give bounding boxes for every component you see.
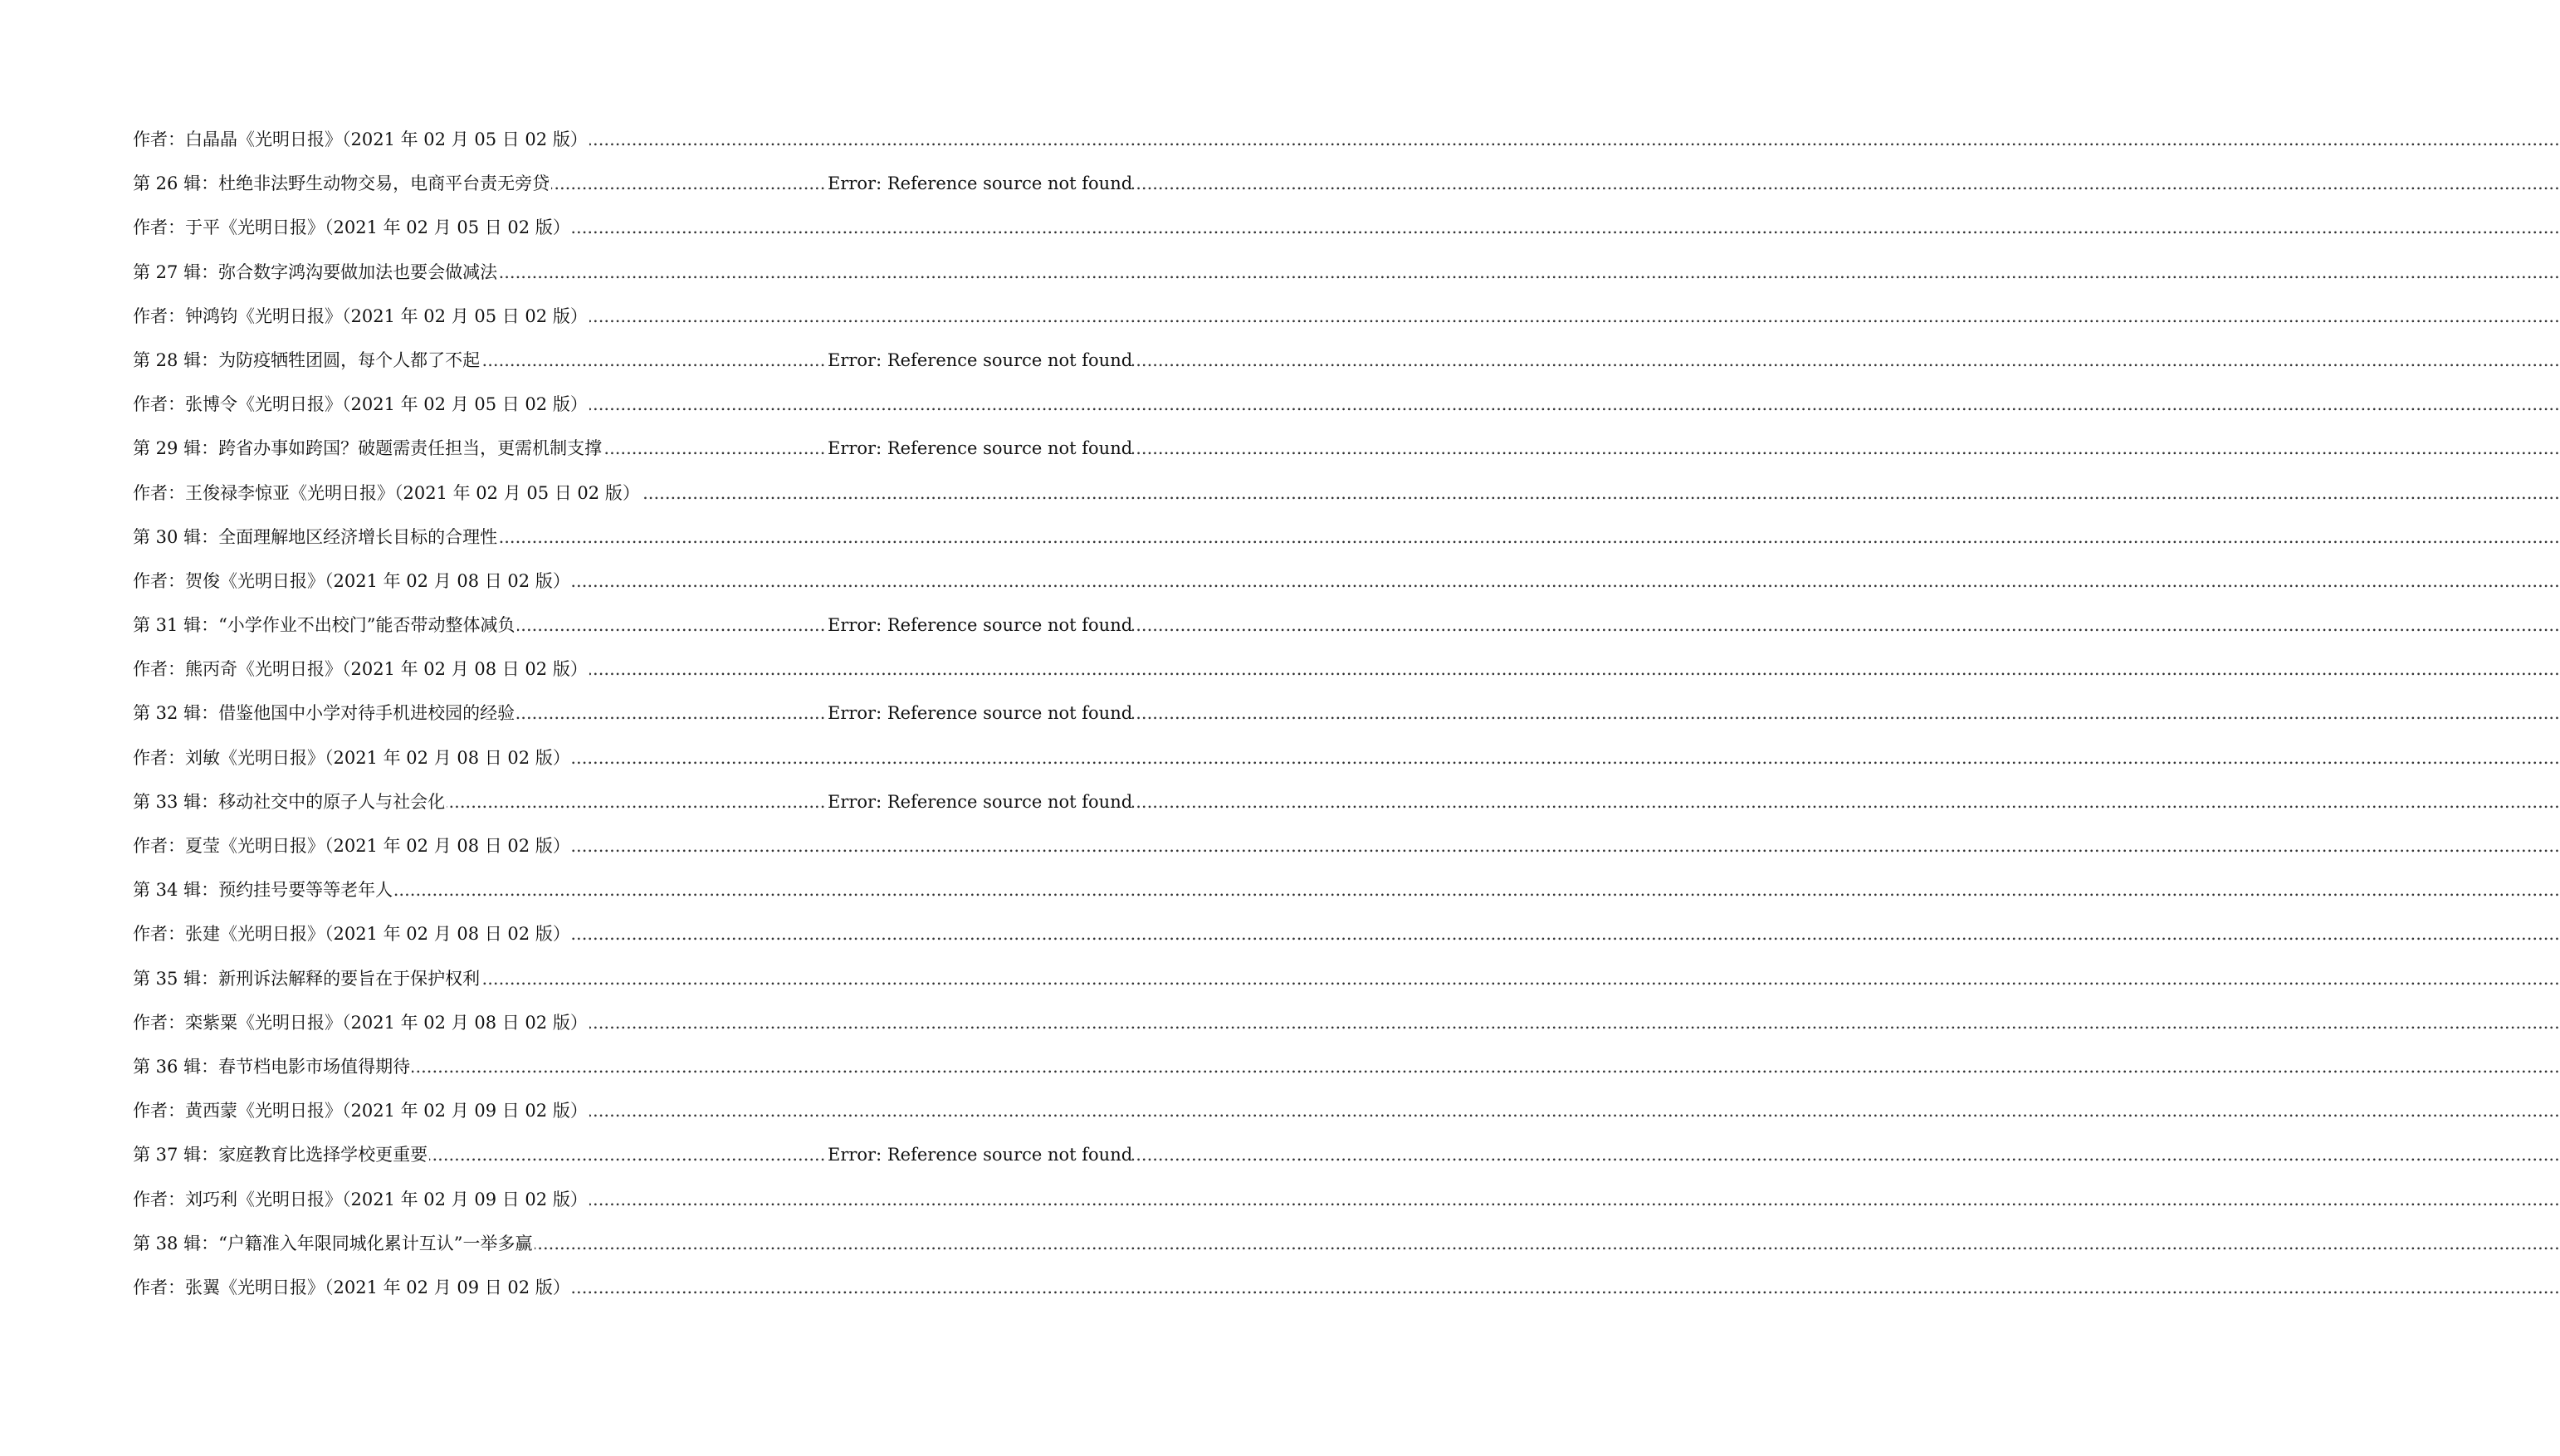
toc-entry-text: 第 30 辑：全面理解地区经济增长目标的合理性 bbox=[133, 526, 498, 547]
toc-entry-text: 第 38 辑：“户籍准入年限同城化累计互认”一举多赢 bbox=[133, 1233, 533, 1253]
toc-entry-author[interactable] bbox=[133, 747, 1029, 791]
toc-entry-author[interactable] bbox=[133, 1277, 1029, 1321]
reference-error-text: Error: Reference source not found bbox=[828, 173, 1133, 194]
reference-error-text: Error: Reference source not found bbox=[828, 349, 1133, 370]
toc-entry-text: 作者：刘巧利《光明日报》（2021 年 02 月 09 日 02 版） bbox=[133, 1189, 588, 1209]
toc-entry-text: 第 31 辑：“小学作业不出校门”能否带动整体减负 bbox=[133, 615, 515, 636]
toc-entry-author[interactable] bbox=[133, 570, 1029, 614]
toc-entry-issue[interactable] bbox=[133, 173, 1133, 217]
toc-entry-author[interactable] bbox=[133, 1189, 1029, 1233]
toc-entry-author[interactable] bbox=[133, 835, 1029, 879]
reference-error-text: Error: Reference source not found bbox=[828, 791, 1133, 812]
toc-entry-text: 作者：于平《光明日报》（2021 年 02 月 05 日 02 版） bbox=[133, 217, 570, 238]
toc-entry-issue[interactable] bbox=[133, 791, 1133, 835]
toc-entry-issue[interactable] bbox=[133, 1233, 1029, 1277]
toc-entry-issue[interactable] bbox=[133, 1056, 1029, 1100]
toc-entry-issue[interactable] bbox=[133, 349, 1133, 393]
reference-error-text: Error: Reference source not found bbox=[828, 438, 1133, 459]
reference-error-text: Error: Reference source not found bbox=[828, 703, 1133, 724]
reference-error-text: Error: Reference source not found bbox=[828, 615, 1133, 636]
table-of-contents bbox=[133, 129, 1133, 1321]
toc-entry-author[interactable] bbox=[133, 217, 1029, 261]
toc-entry-text: 作者：张翼《光明日报》（2021 年 02 月 09 日 02 版） bbox=[133, 1277, 570, 1297]
toc-entry-issue[interactable] bbox=[133, 614, 1133, 658]
toc-entry-text: 第 37 辑：家庭教育比选择学校更重要 bbox=[133, 1145, 428, 1165]
toc-entry-text: 第 26 辑：杜绝非法野生动物交易，电商平台责无旁贷 bbox=[133, 173, 550, 194]
toc-entry-text: 作者：张博令《光明日报》（2021 年 02 月 05 日 02 版） bbox=[133, 394, 588, 415]
toc-entry-text: 第 32 辑：借鉴他国中小学对待手机进校园的经验 bbox=[133, 703, 515, 724]
toc-entry-issue[interactable] bbox=[133, 1144, 1133, 1188]
toc-entry-author[interactable] bbox=[133, 658, 1029, 702]
toc-entry-author[interactable] bbox=[133, 305, 1029, 349]
toc-entry-author[interactable] bbox=[133, 1012, 1029, 1056]
toc-entry-author[interactable] bbox=[133, 482, 1029, 526]
toc-entry-text: 作者：张建《光明日报》（2021 年 02 月 08 日 02 版） bbox=[133, 924, 570, 945]
toc-entry-author[interactable] bbox=[133, 393, 1029, 437]
toc-entry-issue[interactable] bbox=[133, 968, 1029, 1012]
toc-entry-text: 作者：黄西蒙《光明日报》（2021 年 02 月 09 日 02 版） bbox=[133, 1101, 588, 1121]
toc-entry-author[interactable] bbox=[133, 1100, 1029, 1144]
toc-entry-text: 第 28 辑：为防疫牺牲团圆，每个人都了不起 bbox=[133, 349, 481, 370]
toc-entry-text: 作者：夏莹《光明日报》（2021 年 02 月 08 日 02 版） bbox=[133, 836, 570, 856]
toc-entry-text: 作者：栾紫粟《光明日报》（2021 年 02 月 08 日 02 版） bbox=[133, 1012, 588, 1033]
toc-entry-text: 第 33 辑：移动社交中的原子人与社会化 bbox=[133, 791, 446, 812]
toc-entry-author[interactable] bbox=[133, 129, 1029, 173]
reference-error-text: Error: Reference source not found bbox=[828, 1145, 1133, 1165]
toc-entry-text: 作者：王俊禄李惊亚《光明日报》（2021 年 02 月 05 日 02 版） bbox=[133, 482, 640, 503]
toc-entry-text: 第 27 辑：弥合数字鸿沟要做加法也要会做减法 bbox=[133, 261, 498, 282]
toc-entry-author[interactable] bbox=[133, 923, 1029, 967]
toc-entry-text: 作者：刘敏《光明日报》（2021 年 02 月 08 日 02 版） bbox=[133, 747, 570, 768]
toc-entry-issue[interactable] bbox=[133, 879, 1029, 923]
toc-entry-text: 第 35 辑：新刑诉法解释的要旨在于保护权利 bbox=[133, 968, 481, 989]
toc-entry-text: 第 29 辑：跨省办事如跨国？破题需责任担当，更需机制支撑 bbox=[133, 438, 603, 459]
toc-entry-issue[interactable] bbox=[133, 702, 1133, 746]
toc-entry-issue[interactable] bbox=[133, 526, 1029, 570]
toc-entry-text: 作者：熊丙奇《光明日报》（2021 年 02 月 08 日 02 版） bbox=[133, 659, 588, 680]
toc-entry-issue[interactable] bbox=[133, 261, 1029, 305]
toc-entry-text: 作者：贺俊《光明日报》（2021 年 02 月 08 日 02 版） bbox=[133, 570, 570, 591]
toc-entry-text: 作者：白晶晶《光明日报》（2021 年 02 月 05 日 02 版） bbox=[133, 129, 588, 149]
toc-entry-text: 作者：钟鸿钧《光明日报》（2021 年 02 月 05 日 02 版） bbox=[133, 305, 588, 326]
toc-entry-issue[interactable] bbox=[133, 437, 1133, 481]
toc-entry-text: 第 34 辑：预约挂号要等等老年人 bbox=[133, 880, 393, 901]
toc-entry-text: 第 36 辑：春节档电影市场值得期待 bbox=[133, 1056, 411, 1077]
